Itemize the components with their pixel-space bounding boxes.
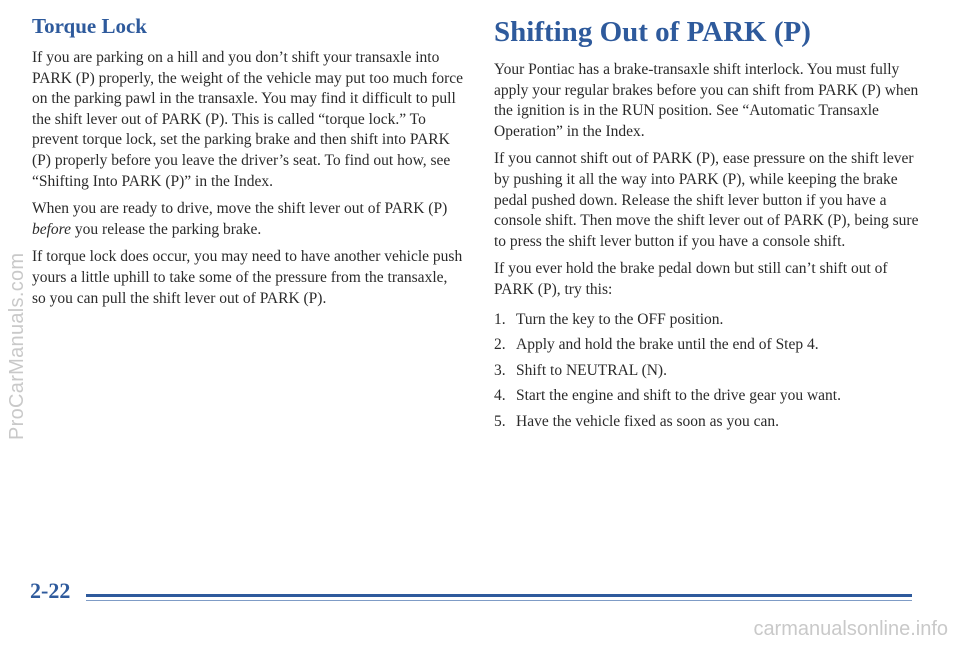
step-number: 5. (494, 412, 506, 430)
steps-list (494, 310, 926, 433)
step-text: Have the vehicle fixed as soon as you can. (516, 412, 779, 430)
torque-lock-paragraph-1: If you are parking on a hill and you don’t shift your transaxle into PARK (P) properly, the weight of the vehicle may put too much force on the parking pawl in the transaxle. You may find it difficult to pull the shift lever out of PARK (P). This is called “torque lock.” To prevent torque lock, set the parking brake and then shift into PARK (P) properly before you leave the driver’s seat. To find out how, see “Shifting Into PARK (P)” in the Index. (32, 49, 464, 190)
paragraph-2-end: you release the parking brake. (71, 220, 262, 238)
list-item (494, 335, 926, 356)
torque-lock-heading: Torque Lock (32, 14, 147, 38)
list-item (494, 361, 926, 382)
torque-lock-body (32, 48, 464, 316)
side-watermark: ProCarManuals.com (6, 252, 28, 440)
torque-lock-paragraph-3: If torque lock does occur, you may need to have another vehicle push yours a little uphill to take some of the pressure from the transaxle, so you can pull the shift lever out of PARK (P). (32, 248, 463, 307)
step-text: Turn the key to the OFF position. (516, 310, 724, 328)
shifting-out-body (494, 60, 926, 438)
step-number: 2. (494, 336, 506, 354)
shift-paragraph-3: If you ever hold the brake pedal down but still can’t shift out of PARK (P), try this: (494, 260, 888, 298)
step-number: 3. (494, 361, 506, 379)
list-item (494, 412, 926, 433)
step-text: Apply and hold the brake until the end of Step 4. (516, 336, 819, 354)
paragraph-2-start: When you are ready to drive, move the shift lever out of PARK (P) (32, 200, 448, 218)
footer-rule (86, 594, 912, 597)
shifting-out-of-park-heading: Shifting Out of PARK (P) (494, 16, 811, 48)
page-number: 2-22 (30, 578, 71, 603)
step-text: Shift to NEUTRAL (N). (516, 361, 667, 379)
before-emphasis: before (32, 220, 72, 238)
step-text: Start the engine and shift to the drive gear you want. (516, 387, 841, 405)
step-number: 1. (494, 310, 506, 328)
list-item (494, 386, 926, 407)
footer-rule-thin (86, 600, 912, 601)
shift-paragraph-2: If you cannot shift out of PARK (P), ease pressure on the shift lever by pushing it all the way into PARK (P), while keeping the brake pedal pushed down. Release the shift lever button if you have a console shift. Then move the shift lever out of PARK (P), being sure to press the shift lever button if you have a console shift. (494, 150, 919, 250)
bottom-watermark: carmanualsonline.info (753, 618, 948, 640)
torque-lock-paragraph-2 (32, 199, 464, 240)
step-number: 4. (494, 387, 506, 405)
list-item (494, 310, 926, 331)
shift-paragraph-1: Your Pontiac has a brake-transaxle shift interlock. You must fully apply your regular brakes before you can shift from PARK (P) when the ignition is in the RUN position. See “Automatic Transaxle Operation” in the Index. (494, 61, 919, 140)
